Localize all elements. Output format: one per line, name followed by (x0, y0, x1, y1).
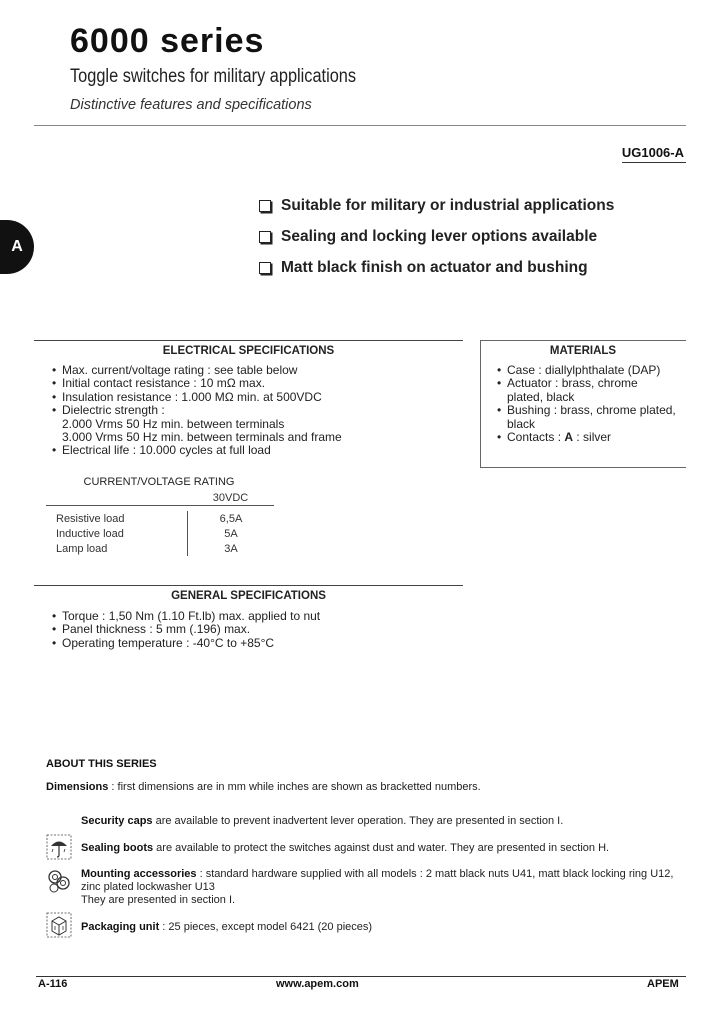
section-tab-A (0, 220, 34, 274)
checkbox-icon (259, 231, 271, 243)
load-label: Resistive load (56, 512, 125, 525)
electrical-item: • Max. current/voltage rating : see table below (52, 364, 342, 377)
section-tab-letter: A (11, 238, 23, 255)
contacts-material: : silver (573, 430, 612, 445)
load-label: Inductive load (56, 527, 124, 540)
materials-item: • Case : diallylphthalate (DAP) (497, 364, 676, 377)
materials-heading: MATERIALS (549, 345, 617, 357)
electrical-item (52, 404, 342, 444)
general-item: • Operating temperature : -40°C to +85°C (52, 637, 320, 650)
features-list (259, 190, 614, 283)
document-reference-underline (622, 162, 686, 163)
dielectric-label: Dielectric strength : (62, 403, 165, 418)
electrical-item: • Electrical life : 10.000 cycles at full load (52, 444, 342, 457)
bushing-text-cont: black (507, 416, 536, 431)
footer-divider (36, 976, 686, 977)
materials-item (497, 404, 676, 431)
mounting-text: : standard hardware supplied with all models : 2 matt black nuts U41, matt black locking ring U12, (196, 868, 674, 880)
table-row (46, 511, 274, 526)
dimensions-label: Dimensions (46, 781, 109, 793)
feature-item (259, 221, 614, 252)
rating-column-header: 30VDC (212, 491, 249, 504)
feature-text: Suitable for military or industrial applications (281, 196, 615, 214)
contacts-label: Contacts : (507, 430, 565, 445)
hardware-icon (46, 868, 72, 894)
load-value: 6,5A (187, 511, 274, 526)
security-caps-text: are available to prevent inadvertent lever operation. They are presented in section I. (152, 815, 564, 827)
general-item: • Panel thickness : 5 mm (.196) max. (52, 623, 320, 636)
electrical-item: • Initial contact resistance : 10 mΩ max. (52, 377, 342, 390)
table-row (46, 526, 274, 541)
rating-table-title: CURRENT/VOLTAGE RATING (83, 476, 235, 488)
sealing-boots-text: are available to protect the switches against dust and water. They are presented in section H. (153, 842, 610, 854)
materials-item (497, 377, 676, 404)
mounting-text-line3: They are presented in section I. (81, 894, 236, 906)
mounting-accessories-note (81, 868, 673, 907)
dimensions-text: : first dimensions are in mm while inches are shown as bracketted numbers. (108, 781, 481, 793)
general-divider (34, 585, 463, 586)
sealing-boots-label: Sealing boots (81, 842, 154, 854)
bushing-text: Bushing : brass, chrome plated, (507, 403, 676, 418)
page-subtitle: Toggle switches for military applications (70, 66, 357, 87)
contacts-code: A (564, 430, 574, 445)
packaging-note (81, 921, 372, 934)
feature-text: Matt black finish on actuator and bushing (281, 258, 588, 276)
sealing-boot-icon (46, 834, 72, 860)
actuator-text: Actuator : brass, chrome (507, 376, 638, 391)
electrical-heading: ELECTRICAL SPECIFICATIONS (162, 345, 335, 357)
feature-item (259, 190, 614, 221)
actuator-text-cont: plated, black (507, 389, 575, 404)
packaging-icon (46, 912, 72, 938)
brand-name: APEM (647, 978, 679, 990)
electrical-divider (34, 340, 463, 341)
header-divider (34, 125, 686, 126)
table-row (46, 541, 274, 556)
general-item: • Torque : 1,50 Nm (1.10 Ft.lb) max. applied to nut (52, 610, 320, 623)
dielectric-line: 2.000 Vrms 50 Hz min. between terminals (62, 416, 285, 431)
packaging-label: Packaging unit (81, 921, 160, 933)
load-label: Lamp load (56, 542, 108, 555)
rating-table (46, 490, 274, 556)
mounting-text-line2: zinc plated lockwasher U13 (81, 881, 215, 893)
load-value: 5A (187, 526, 274, 541)
page-number: A-116 (38, 978, 68, 990)
materials-item (497, 431, 676, 444)
feature-text: Sealing and locking lever options available (281, 227, 598, 245)
page-section-subtitle: Distinctive features and specifications (70, 97, 312, 113)
checkbox-icon (259, 200, 271, 212)
security-caps-note (81, 815, 563, 828)
feature-item (259, 252, 614, 283)
mounting-label: Mounting accessories (81, 868, 197, 880)
electrical-list (52, 364, 342, 458)
website-link[interactable]: www.apem.com (276, 978, 359, 990)
load-value: 3A (187, 541, 274, 556)
general-heading: GENERAL SPECIFICATIONS (171, 590, 326, 602)
about-heading: ABOUT THIS SERIES (46, 758, 157, 770)
rating-table-header (46, 490, 274, 506)
materials-list (497, 364, 676, 444)
dimensions-note (46, 781, 481, 794)
packaging-text: : 25 pieces, except model 6421 (20 pieces) (159, 921, 373, 933)
checkbox-icon (259, 262, 271, 274)
document-reference: UG1006-A (621, 145, 684, 160)
page-title: 6000 series (70, 22, 265, 60)
general-list (52, 610, 320, 650)
sealing-boots-note (81, 842, 609, 855)
security-caps-label: Security caps (81, 815, 153, 827)
dielectric-line: 3.000 Vrms 50 Hz min. between terminals and frame (62, 430, 342, 445)
electrical-item: • Insulation resistance : 1.000 MΩ min. at 500VDC (52, 391, 342, 404)
